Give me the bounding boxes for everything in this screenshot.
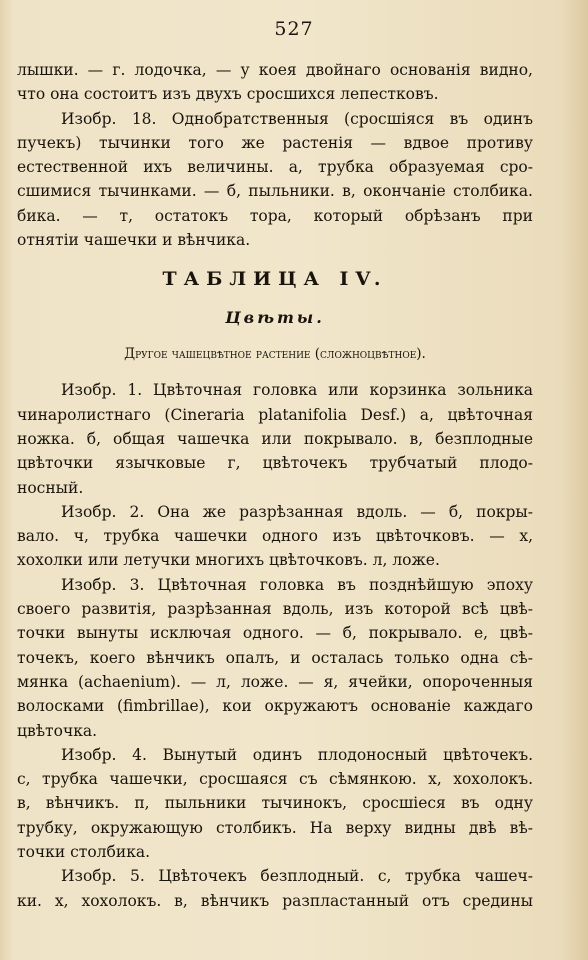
text-line: цвѣточка.: [17, 721, 98, 740]
page-text: [17, 58, 533, 913]
text-line: своего развитія, разрѣзанная вдоль, изъ которой всѣ цвѣ-: [17, 600, 533, 619]
text-line: бика. — т, остатокъ тора, который обрѣзанъ при: [17, 206, 533, 225]
text-line: Изобр. 1. Цвѣточная головка или корзинка зольника: [61, 381, 533, 400]
text-line: волосками (fimbrillae), кои окружаютъ основаніе каждаго: [17, 697, 533, 716]
text-line: что она состоитъ изъ двухъ сросшихся лепестковъ.: [17, 85, 439, 104]
text-line: ножка. б, общая чашечка или покрывало. в, безплодные: [17, 429, 533, 448]
section-subtitle: Другое чашецвѣтное растение (сложноцвѣтное).: [124, 346, 426, 363]
page-number: 527: [274, 18, 314, 40]
text-line: носный.: [17, 478, 84, 497]
text-line: отнятіи чашечки и вѣнчика.: [17, 231, 251, 250]
text-line: точекъ, коего вѣнчикъ опалъ, и осталась только одна сѣ-: [17, 648, 533, 667]
text-line: ки. х, хохолокъ. в, вѣнчикъ разпластанный отъ средины: [17, 891, 533, 910]
text-line: в, вѣнчикъ. п, пыльники тычинокъ, сросшіеся въ одну: [17, 794, 533, 813]
text-line: Изобр. 4. Вынутый одинъ плодоносный цвѣточекъ.: [61, 745, 533, 764]
section-heading: Цвѣты.: [225, 308, 325, 328]
text-line: Изобр. 18. Однобратственныя (сросшіяся въ одинъ: [61, 109, 533, 128]
text-line: с, трубка чашечки, сросшаяся съ сѣмянкою. х, хохолокъ.: [17, 770, 533, 789]
text-line: сшимися тычинками. — б, пыльники. в, окончаніе столбика.: [17, 182, 533, 201]
text-line: Изобр. 5. Цвѣточекъ безплодный. с, трубка чашеч-: [61, 867, 533, 886]
text-line: Изобр. 2. Она же разрѣзанная вдоль. — б, покры-: [61, 502, 533, 521]
text-line: Изобр. 3. Цвѣточная головка въ позднѣйшую эпоху: [61, 575, 533, 594]
text-line: цвѣточки язычковые г, цвѣточекъ трубчатый плодо-: [17, 454, 533, 473]
text-line: естественной ихъ величины. а, трубка образуемая сро-: [17, 158, 533, 177]
text-line: мянка (achaenium). — л, ложе. — я, ячейки, опороченныя: [17, 672, 533, 691]
text-line: пучекъ) тычинки того же растенія — вдвое противу: [17, 133, 533, 152]
text-line: хохолки или летучки многихъ цвѣточковъ. л, ложе.: [17, 551, 440, 570]
table-heading: ТАБЛИЦА IV.: [162, 268, 388, 291]
text-line: чинаролистнаго (Cineraria platanifolia Desf.) а, цвѣточная: [17, 405, 533, 424]
text-line: точки столбика.: [17, 843, 151, 862]
text-line: вало. ч, трубка чашечки одного изъ цвѣточковъ. — х,: [17, 527, 533, 546]
text-line: точки вынуты исключая одного. — б, покрывало. е, цвѣ-: [17, 624, 533, 643]
text-line: трубку, окружающую столбикъ. На верху видны двѣ вѣ-: [17, 818, 533, 837]
text-line: лышки. — г. лодочка, — у коея двойнаго основанія видно,: [17, 61, 533, 79]
